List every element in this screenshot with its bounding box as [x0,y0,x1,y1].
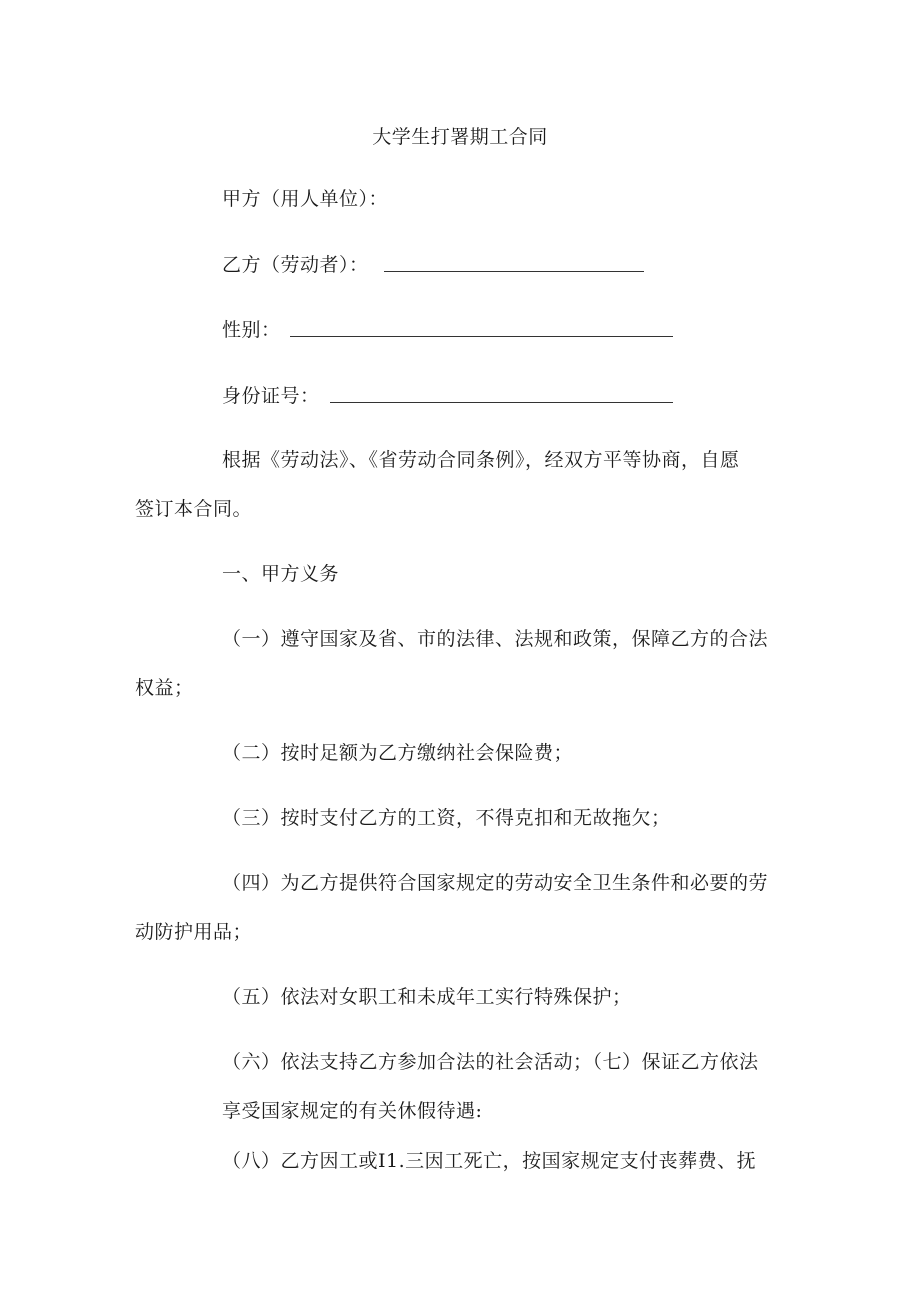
section-heading: 一、甲方义务 [222,563,340,585]
gender-label: 性别： [222,319,281,341]
item-2: （二）按时足额为乙方缴纳社会保险费； [222,742,574,764]
item-6-line-2: 享受国家规定的有关休假待遇: [222,1100,483,1122]
party-b-label: 乙方（劳动者）： [222,254,369,276]
party-b-blank[interactable] [384,253,644,272]
item-6-line-1: （六）依法支持乙方参加合法的社会活动；（七）保证乙方依法 [222,1051,759,1073]
party-a-label: 甲方（用人单位）： [222,188,389,210]
item-1-line-1: （一）遵守国家及省、市的法律、法规和政策，保障乙方的合法 [222,628,769,650]
intro-line-2: 签订本合同。 [135,498,253,520]
document-title: 大学生打署期工合同 [372,126,548,148]
id-number-blank[interactable] [330,384,673,403]
gender-blank[interactable] [290,318,673,337]
item-3: （三）按时支付乙方的工资，不得克扣和无故拖欠； [222,807,671,829]
party-b-row [222,253,369,277]
item-5: （五）依法对女职工和未成年工实行特殊保护； [222,986,632,1008]
id-number-label: 身份证号： [222,385,320,407]
item-8-line-1: （八）乙方因工或I1.三因工死亡，按国家规定支付丧葬费、抚 [222,1150,757,1172]
intro-line-1: 根据《劳动法》、《省劳动合同条例》，经双方平等协商，自愿 [222,449,740,471]
item-4-line-2: 动防护用品； [135,921,253,943]
item-1-line-2: 权益； [135,677,194,699]
item-4-line-1: （四）为乙方提供符合国家规定的劳动安全卫生条件和必要的劳 [222,872,769,894]
